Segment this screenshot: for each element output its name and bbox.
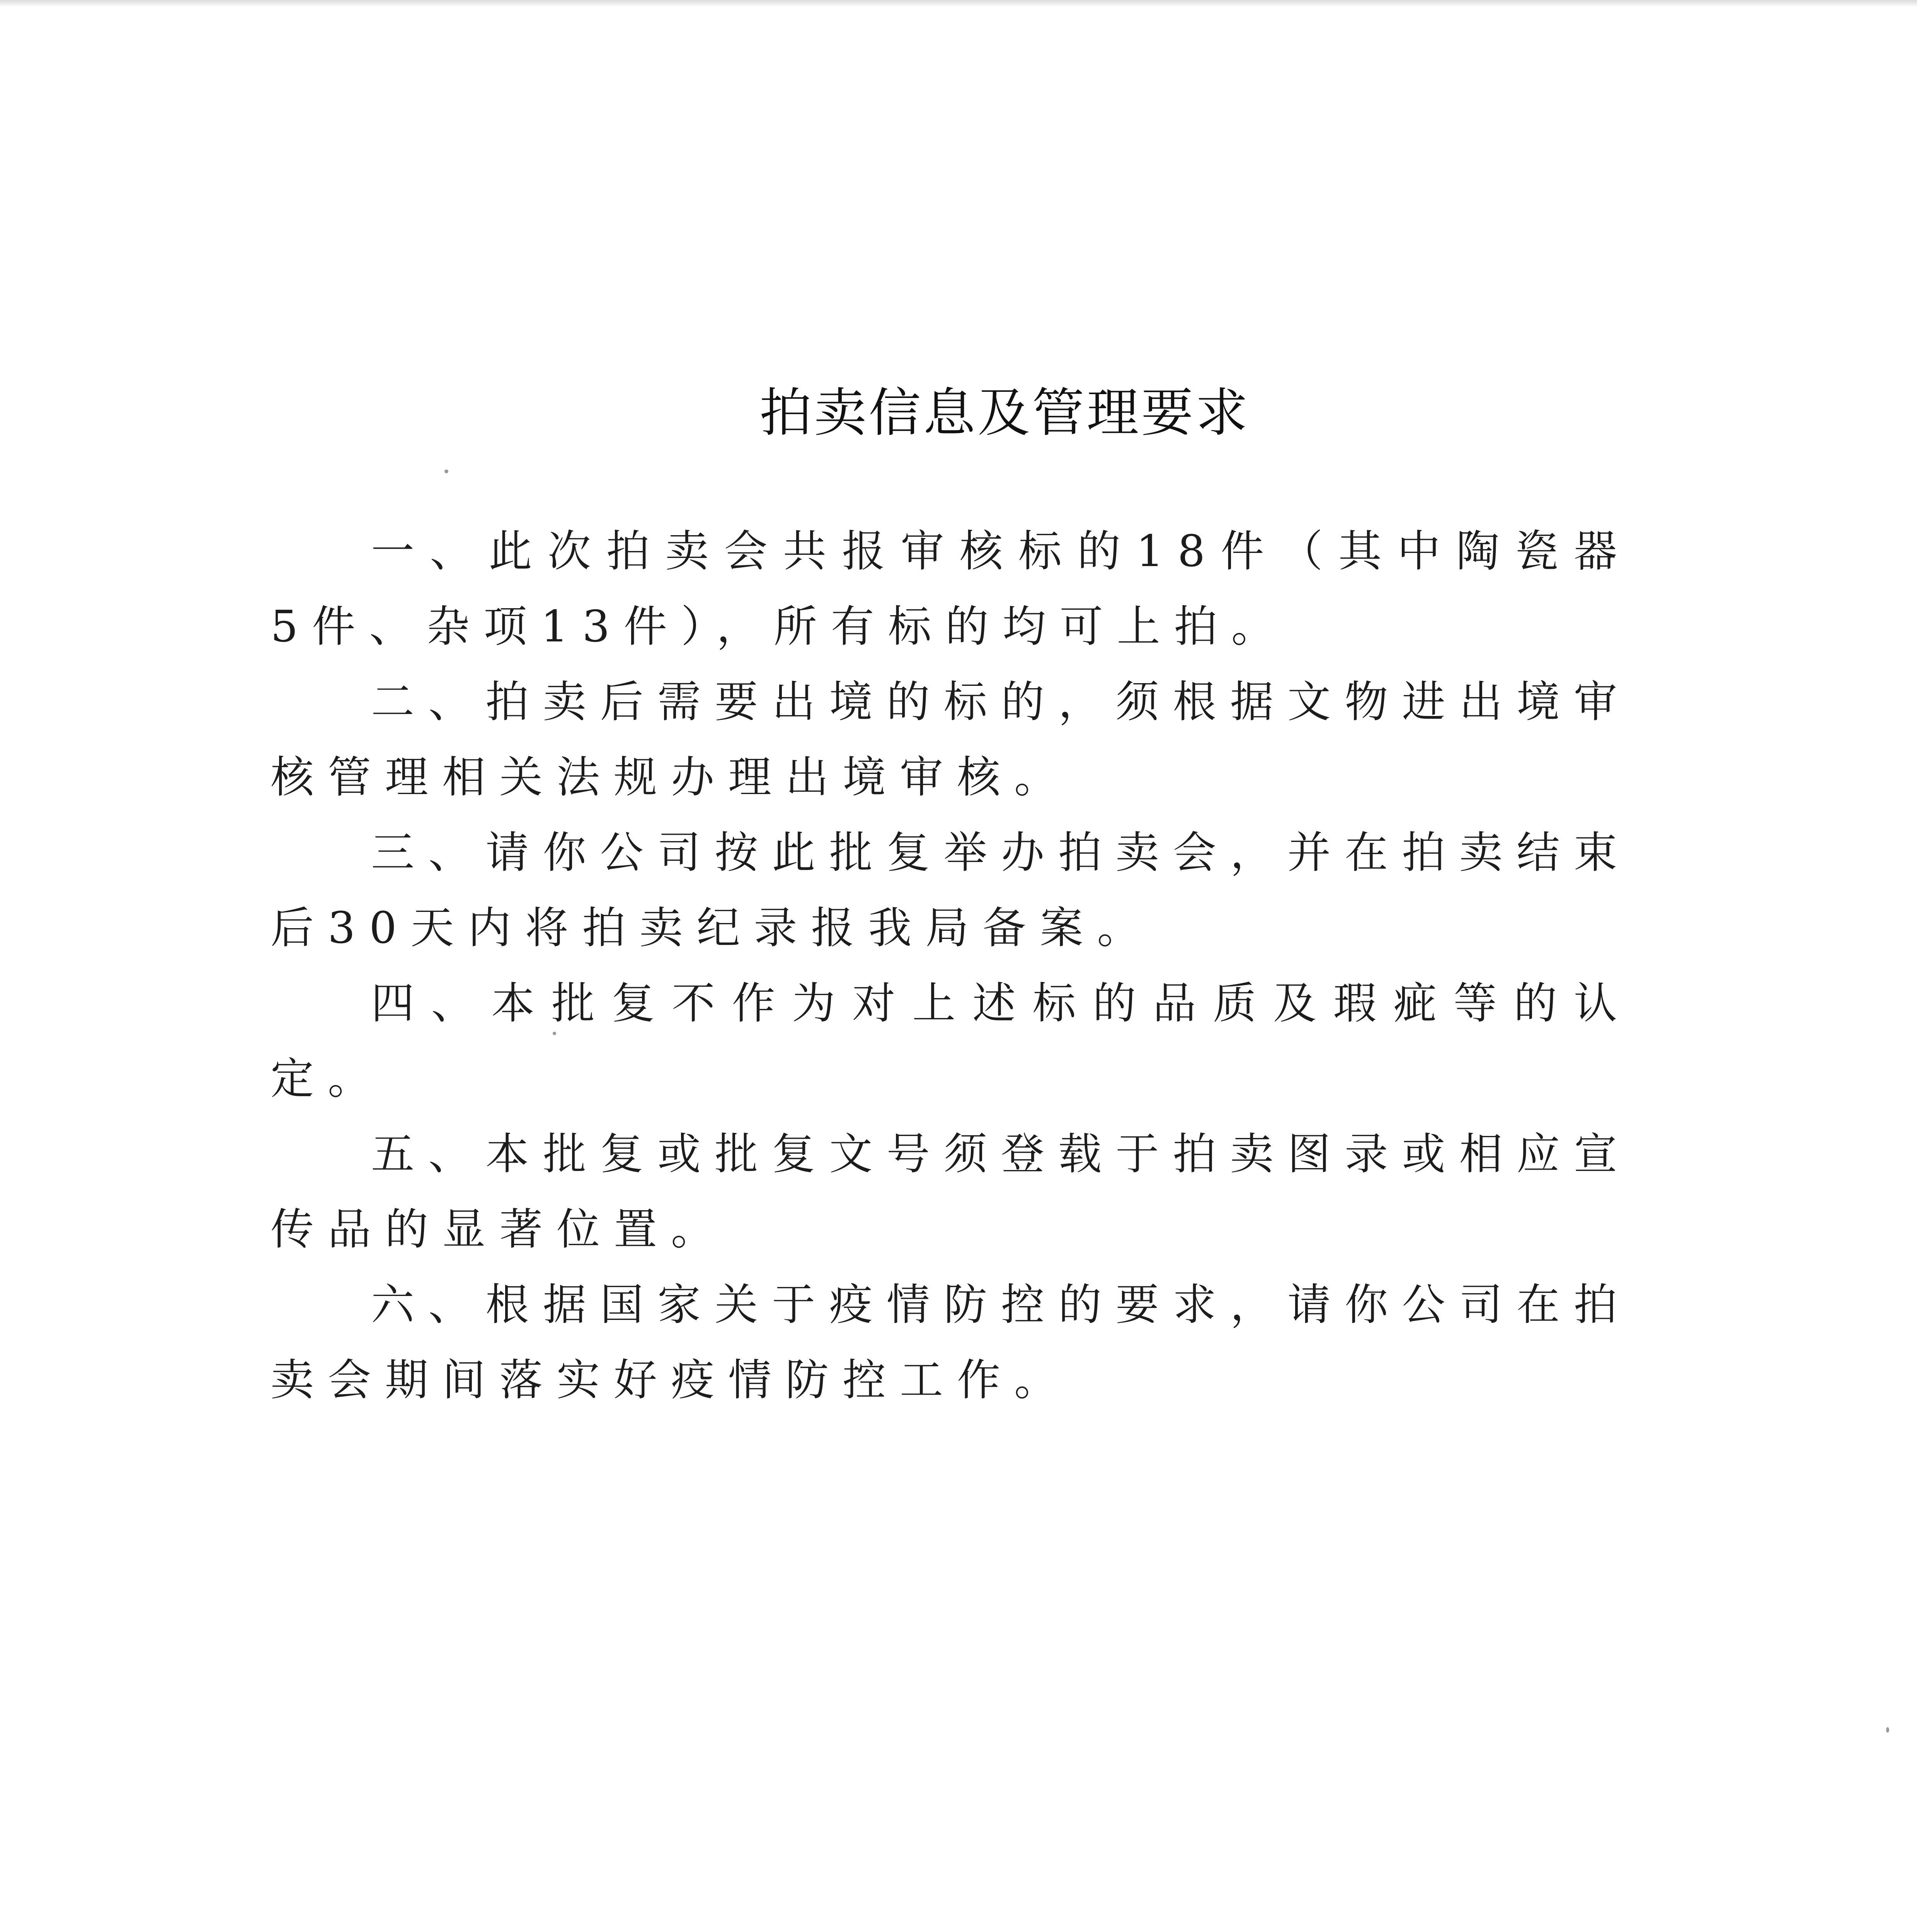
scan-speck — [1886, 1727, 1889, 1733]
paragraph-4: 四、本批复不作为对上述标的品质及瑕疵等的认定。 — [271, 978, 1631, 1104]
scan-speck — [553, 1032, 556, 1035]
document-body — [271, 514, 1631, 1418]
scan-speck — [444, 469, 448, 473]
paragraph-6: 六、根据国家关于疫情防控的要求，请你公司在拍卖会期间落实好疫情防控工作。 — [271, 1280, 1631, 1405]
paragraph-1: 一、此次拍卖会共报审核标的18件（其中陶瓷器5件、杂项13件），所有标的均可上拍。 — [271, 526, 1631, 652]
paragraph-3: 三、请你公司按此批复举办拍卖会，并在拍卖结束后30天内将拍卖纪录报我局备案。 — [271, 828, 1631, 953]
paragraph-5: 五、本批复或批复文号须登载于拍卖图录或相应宣传品的显著位置。 — [271, 1129, 1631, 1255]
paragraph-2: 二、拍卖后需要出境的标的，须根据文物进出境审核管理相关法规办理出境审核。 — [271, 677, 1631, 803]
document-title: 拍卖信息及管理要求 — [759, 383, 1250, 443]
scan-edge — [0, 0, 1917, 7]
